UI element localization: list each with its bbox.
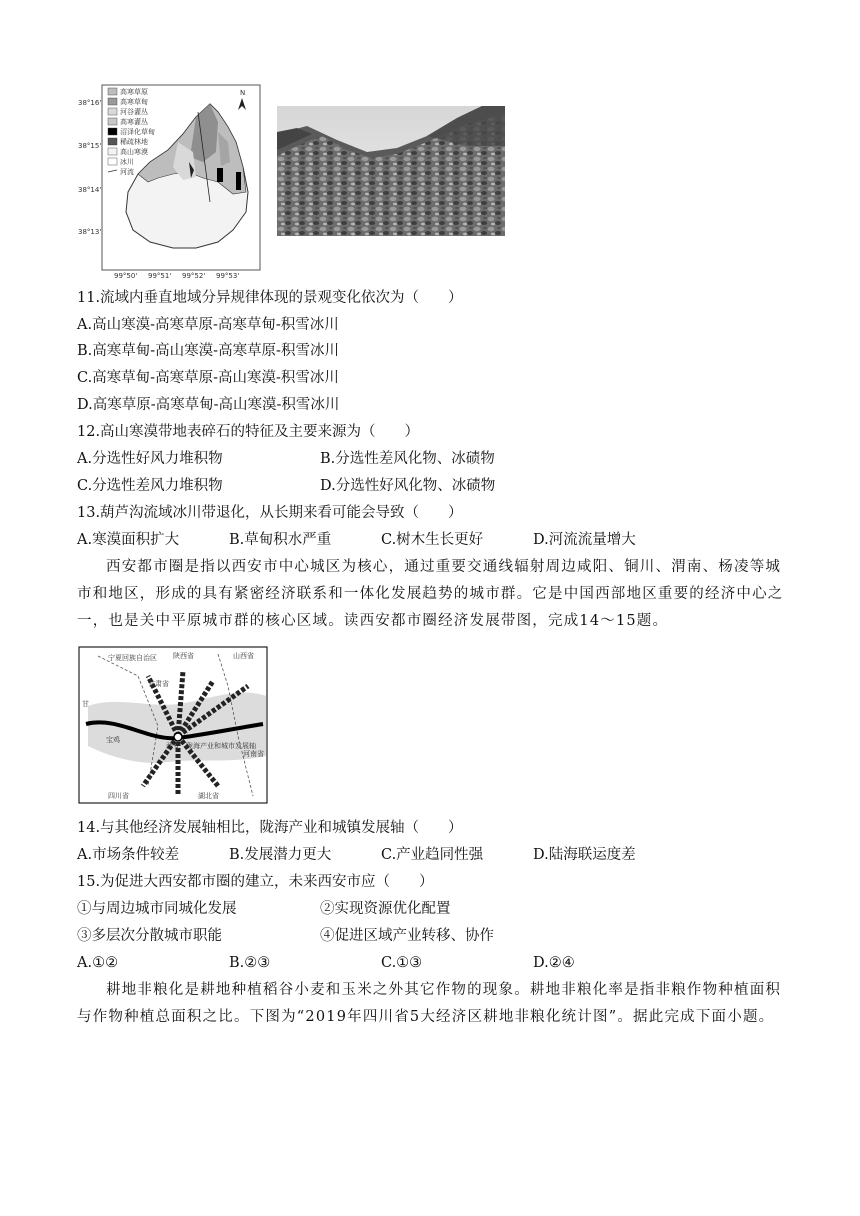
map2-label: 河南省 [243, 750, 264, 758]
q14-option-d[interactable]: D.陆海联运度差 [533, 847, 636, 863]
map2-label: 甘肃省 [148, 680, 169, 688]
q12-stem: 12.高山寒漠带地表碎石的特征及主要来源为（ ） [77, 424, 420, 440]
q11-option-a[interactable]: A.高山寒漠-高寒草原-高寒草甸-积雪冰川 [77, 317, 339, 333]
legend-item: 高寒灌丛 [120, 118, 148, 126]
q14-stem: 14.与其他经济发展轴相比，陇海产业和城镇发展轴（ ） [77, 820, 463, 836]
q15-statement-4: ④促进区域产业转移、协作 [320, 928, 494, 944]
q13-option-b[interactable]: B.草甸积水严重 [229, 532, 332, 548]
q12-option-c[interactable]: C.分选性差风力堆积物 [77, 478, 223, 494]
q15-statement-3: ③多层次分散城市职能 [77, 928, 222, 944]
q14-option-c[interactable]: C.产业趋同性强 [381, 847, 484, 863]
q15-option-a[interactable]: A.①② [77, 955, 119, 971]
q13-option-d[interactable]: D.河流流量增大 [533, 532, 636, 548]
q13-stem: 13.葫芦沟流域冰川带退化，从长期来看可能会导致（ ） [77, 505, 463, 521]
lat-label: 38°13' [78, 228, 102, 236]
lon-label: 99°52' [182, 272, 206, 278]
xian-economic-belt-map [78, 646, 268, 804]
map2-label: 陇海产业和城市发展轴 [186, 742, 256, 750]
rock-slope-photo [277, 106, 505, 236]
north-label: N [240, 89, 246, 97]
passage-farmland: 耕地非粮化是耕地种植稻谷小麦和玉米之外其它作物的现象。耕地非粮化率是指非粮作物种植面积与作物种植总面积之比。下图为“2019年四川省5大经济区耕地非粮化统计图”。据此完成下面小题。 [77, 982, 782, 1025]
legend-item: 稀疏林地 [120, 138, 148, 146]
legend-item: 高寒草原 [120, 88, 148, 96]
legend-item: 冰川 [120, 158, 134, 166]
lon-label: 99°51' [148, 272, 172, 278]
watershed-map [78, 82, 264, 278]
q11-stem: 11.流域内垂直地域分异规律体现的景观变化依次为（ ） [77, 290, 463, 306]
q14-option-a[interactable]: A.市场条件较差 [77, 847, 180, 863]
legend-item: 河谷灌丛 [120, 108, 148, 116]
q11-option-b[interactable]: B.高寒草甸-高山寒漠-高寒草原-积雪冰川 [77, 343, 339, 359]
map2-label: 宁夏回族自治区 [108, 654, 157, 662]
lat-label: 38°15' [78, 142, 102, 150]
map2-label: 四川省 [108, 792, 129, 800]
map2-label: 西安 [166, 742, 180, 750]
q11-option-d[interactable]: D.高寒草原-高寒草甸-高山寒漠-积雪冰川 [77, 397, 340, 413]
legend-item: 河流 [120, 168, 134, 176]
q11-option-c[interactable]: C.高寒草甸-高寒草原-高山寒漠-积雪冰川 [77, 370, 339, 386]
map2-label: 宝鸡 [106, 736, 120, 744]
q13-option-a[interactable]: A.寒漠面积扩大 [77, 532, 180, 548]
q12-option-b[interactable]: B.分选性差风化物、冰碛物 [320, 451, 495, 467]
q12-option-d[interactable]: D.分选性好风化物、冰碛物 [320, 478, 496, 494]
map2-label: 山西省 [233, 652, 254, 660]
q15-option-c[interactable]: C.①③ [381, 955, 423, 971]
map2-label: 甘 [82, 700, 89, 708]
q15-stem: 15.为促进大西安都市圈的建立，未来西安市应（ ） [77, 874, 434, 890]
q15-statement-2: ②实现资源优化配置 [320, 901, 451, 917]
lon-label: 99°50' [114, 272, 138, 278]
legend-item: 沼泽化草甸 [120, 128, 155, 136]
map2-label: 湖北省 [198, 792, 219, 800]
q13-option-c[interactable]: C.树木生长更好 [381, 532, 484, 548]
q15-statement-1: ①与周边城市同城化发展 [77, 901, 237, 917]
lat-label: 38°16' [78, 99, 102, 107]
q14-option-b[interactable]: B.发展潜力更大 [229, 847, 332, 863]
legend-item: 高寒草甸 [120, 98, 148, 106]
passage-xian: 西安都市圈是指以西安市中心城区为核心，通过重要交通线辐射周边咸阳、铜川、渭南、杨凌等城市和地区，形成的具有紧密经济联系和一体化发展趋势的城市群。它是中国西部地区重要的经济中心之一，也是关中平原城市群的核心区域。读西安都市圈经济发展带图，完成14～15题。 [77, 559, 784, 629]
lon-label: 99°53' [216, 272, 240, 278]
q12-option-a[interactable]: A.分选性好风力堆积物 [77, 451, 223, 467]
q15-option-b[interactable]: B.②③ [229, 955, 271, 971]
q15-option-d[interactable]: D.②④ [533, 955, 575, 971]
map2-label: 陕西省 [173, 652, 194, 660]
lat-label: 38°14' [78, 186, 102, 194]
legend-item: 高山寒漠 [120, 148, 148, 156]
